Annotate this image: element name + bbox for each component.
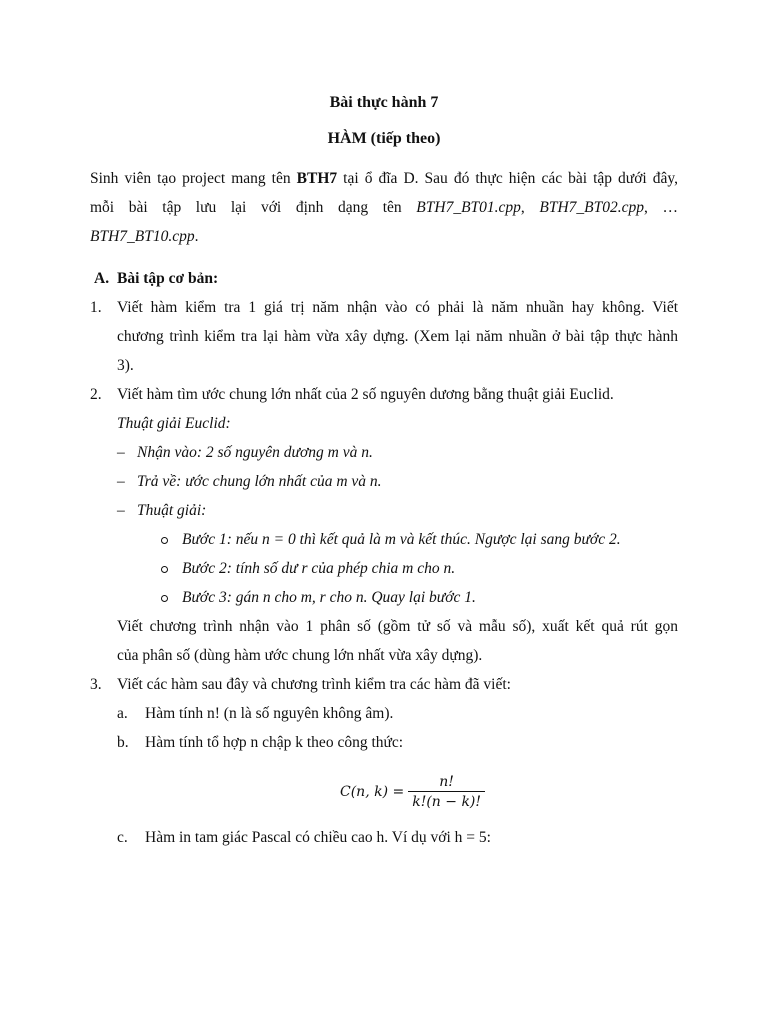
separator: , … xyxy=(644,199,678,216)
item-b-text: Hàm tính tổ hợp n chập k theo công thức: xyxy=(145,734,404,751)
circle-bullet xyxy=(161,531,170,549)
item-a-text: Hàm tính n! (n là số nguyên không âm). xyxy=(145,705,394,722)
euclid-step-3: Bước 3: gán n cho m, r cho n. Quay lại bước 1. xyxy=(182,589,476,606)
filename: BTH7_BT10.cpp xyxy=(90,228,195,245)
project-name: BTH7 xyxy=(296,170,338,187)
circle-bullet xyxy=(161,560,170,578)
formula-denominator: k!(n − k)! xyxy=(408,791,485,810)
euclid-input: Nhận vào: 2 số nguyên dương m và n. xyxy=(137,444,373,461)
combination-formula xyxy=(340,774,485,810)
exercise-2-paragraph-line-2: của phân số (dùng hàm ước chung lớn nhất vừa xây dựng). xyxy=(117,647,483,664)
exercise-1-number: 1. xyxy=(90,299,102,316)
item-c-marker: c. xyxy=(117,829,128,846)
intro-text: mỗi bài tập lưu lại với định dạng tên xyxy=(90,199,417,216)
euclid-algorithm: Thuật giải: xyxy=(137,502,207,519)
formula-lhs: C(n, k) = xyxy=(340,784,405,800)
euclid-step-2: Bước 2: tính số dư r của phép chia m cho n. xyxy=(182,560,456,577)
intro-line-3 xyxy=(90,228,199,246)
document-title: Bài thực hành 7 xyxy=(329,94,439,111)
item-b-marker: b. xyxy=(117,734,129,751)
dash-bullet: – xyxy=(117,444,125,461)
filename: BTH7_BT02.cpp xyxy=(539,199,645,216)
exercise-3-line-1: Viết các hàm sau đây và chương trình kiểm tra các hàm đã viết: xyxy=(117,676,511,693)
euclid-step-1: Bước 1: nếu n = 0 thì kết quả là m và kết thúc. Ngược lại sang bước 2. xyxy=(182,531,621,548)
exercise-2-number: 2. xyxy=(90,386,102,403)
dash-bullet: – xyxy=(117,502,125,519)
item-c-text: Hàm in tam giác Pascal có chiều cao h. Ví dụ với h = 5: xyxy=(145,829,491,846)
document-subtitle: HÀM (tiếp theo) xyxy=(327,130,441,147)
euclid-output: Trả về: ước chung lớn nhất của m và n. xyxy=(137,473,382,490)
section-a-marker: A. xyxy=(94,270,110,287)
intro-line-1 xyxy=(90,170,678,188)
exercise-1-line-3: 3). xyxy=(117,357,134,374)
intro-text: Sinh viên tạo project mang tên xyxy=(90,170,297,187)
intro-line-2 xyxy=(90,199,678,217)
separator: . xyxy=(194,228,199,245)
circle-bullet xyxy=(161,589,170,607)
formula-fraction xyxy=(408,774,485,810)
filename: BTH7_BT01.cpp xyxy=(416,199,521,216)
separator: , xyxy=(520,199,540,216)
exercise-2-line-1: Viết hàm tìm ước chung lớn nhất của 2 số nguyên dương bằng thuật giải Euclid. xyxy=(117,386,614,403)
exercise-1-line-1: Viết hàm kiểm tra 1 giá trị năm nhận vào có phải là năm nhuần hay không. Viết xyxy=(117,299,678,316)
exercise-2-paragraph-line-1: Viết chương trình nhận vào 1 phân số (gồm tử số và mẫu số), xuất kết quả rút gọn xyxy=(117,618,678,635)
intro-text: tại ổ đĩa D. Sau đó thực hiện các bài tập dưới đây, xyxy=(337,170,678,187)
exercise-1-line-2: chương trình kiểm tra lại hàm vừa xây dựng. (Xem lại năm nhuần ở bài tập thực hành xyxy=(117,328,678,345)
euclid-title: Thuật giải Euclid: xyxy=(117,415,231,432)
item-a-marker: a. xyxy=(117,705,128,722)
formula-numerator: n! xyxy=(439,774,454,790)
exercise-3-number: 3. xyxy=(90,676,102,693)
dash-bullet: – xyxy=(117,473,125,490)
section-a-heading: Bài tập cơ bản: xyxy=(117,270,219,287)
